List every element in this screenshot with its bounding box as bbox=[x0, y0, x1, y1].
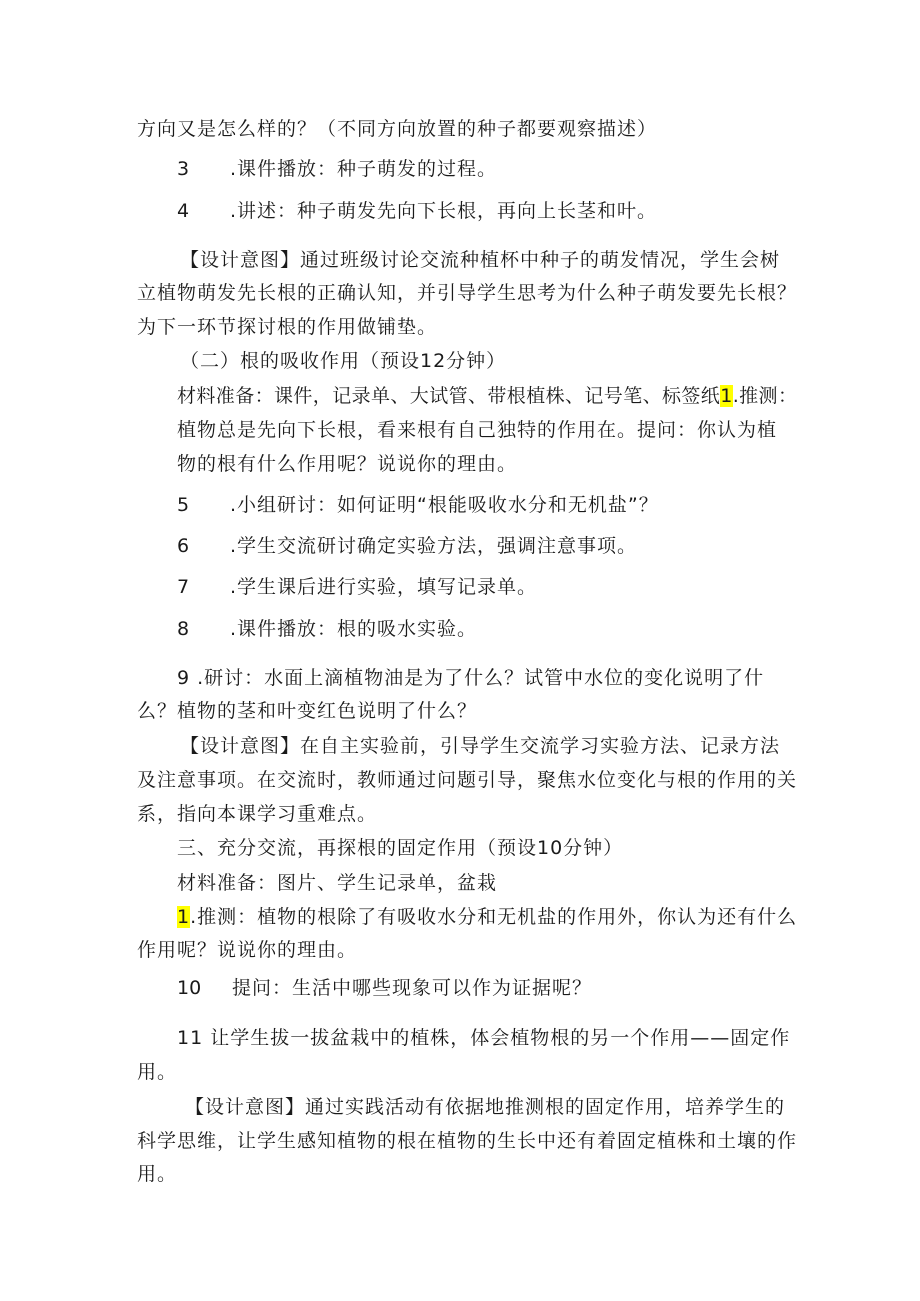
design-intent-line: 及注意事项。在交流时，教师通过问题引导，聚焦水位变化与根的作用的关 bbox=[137, 769, 798, 791]
design-intent-line: 系，指向本课学习重难点。 bbox=[137, 803, 378, 825]
item-text: 提问：生活中哪些现象可以作为证据呢？ bbox=[232, 977, 593, 999]
paragraph-line: 方向又是怎么样的？（不同方向放置的种子都要观察描述） bbox=[137, 118, 658, 140]
item-number: 7 bbox=[177, 576, 190, 598]
item-number: 3 bbox=[177, 158, 190, 180]
paragraph-line: 用。 bbox=[137, 1061, 178, 1083]
paragraph-line: 么？植物的茎和叶变红色说明了什么？ bbox=[137, 700, 478, 722]
item-text: .课件播放：种子萌发的过程。 bbox=[230, 158, 498, 180]
design-intent-line: 为下一环节探讨根的作用做铺垫。 bbox=[137, 316, 438, 338]
highlight-mark: 1 bbox=[177, 906, 191, 928]
section-heading: 三、充分交流，再探根的固定作用（预设10分钟） bbox=[177, 837, 624, 859]
design-intent-line: 用。 bbox=[137, 1163, 178, 1185]
item-text: .学生交流研讨确定实验方法，强调注意事项。 bbox=[230, 535, 638, 557]
item-text: .学生课后进行实验，填写记录单。 bbox=[230, 576, 538, 598]
paragraph-line: 作用呢？说说你的理由。 bbox=[137, 939, 358, 961]
section-heading: （二）根的吸收作用（预设12分钟） bbox=[180, 350, 507, 372]
paragraph-line: 9 .研讨：水面上滴植物油是为了什么？试管中水位的变化说明了什 bbox=[177, 667, 765, 689]
highlight-mark: 1 bbox=[720, 385, 733, 407]
item-number: 4 bbox=[177, 200, 190, 222]
item-number: 6 bbox=[177, 535, 190, 557]
item-number: 8 bbox=[177, 618, 190, 640]
design-intent-line: 立植物萌发先长根的正确认知，并引导学生思考为什么种子萌发要先长根？ bbox=[137, 282, 798, 304]
materials-line bbox=[177, 384, 797, 408]
item-text: .讲述：种子萌发先向下长根，再向上长茎和叶。 bbox=[230, 200, 658, 222]
design-intent-line: 【设计意图】通过实践活动有依据地推测根的固定作用，培养学生的 bbox=[185, 1096, 786, 1118]
design-intent-line: 科学思维，让学生感知植物的根在植物的生长中还有着固定植株和土壤的作 bbox=[137, 1130, 798, 1152]
item-number: 5 bbox=[177, 494, 190, 516]
item-number: 10 bbox=[177, 977, 202, 999]
paragraph-line bbox=[177, 905, 797, 929]
paragraph-line: 11 让学生拔一拔盆栽中的植株，体会植物根的另一个作用——固定作 bbox=[177, 1027, 791, 1049]
paragraph-line: 植物总是先向下长根，看来根有自己独特的作用在。提问：你认为植 bbox=[177, 419, 778, 441]
materials-after: .推测： bbox=[732, 385, 798, 407]
infer-text: .推测：植物的根除了有吸收水分和无机盐的作用外，你认为还有什么 bbox=[190, 906, 798, 928]
item-text: .课件播放：根的吸水实验。 bbox=[230, 618, 478, 640]
item-text: .小组研讨：如何证明“根能吸收水分和无机盐”？ bbox=[230, 494, 659, 516]
design-intent-line: 【设计意图】通过班级讨论交流种植杯中种子的萌发情况，学生会树 bbox=[180, 249, 781, 271]
materials-text: 材料准备：课件，记录单、大试管、带根植株、记号笔、标签纸 bbox=[177, 385, 721, 407]
design-intent-line: 【设计意图】在自主实验前，引导学生交流学习实验方法、记录方法 bbox=[180, 735, 781, 757]
materials-line: 材料准备：图片、学生记录单，盆栽 bbox=[177, 872, 498, 894]
paragraph-line: 物的根有什么作用呢？说说你的理由。 bbox=[177, 453, 518, 475]
